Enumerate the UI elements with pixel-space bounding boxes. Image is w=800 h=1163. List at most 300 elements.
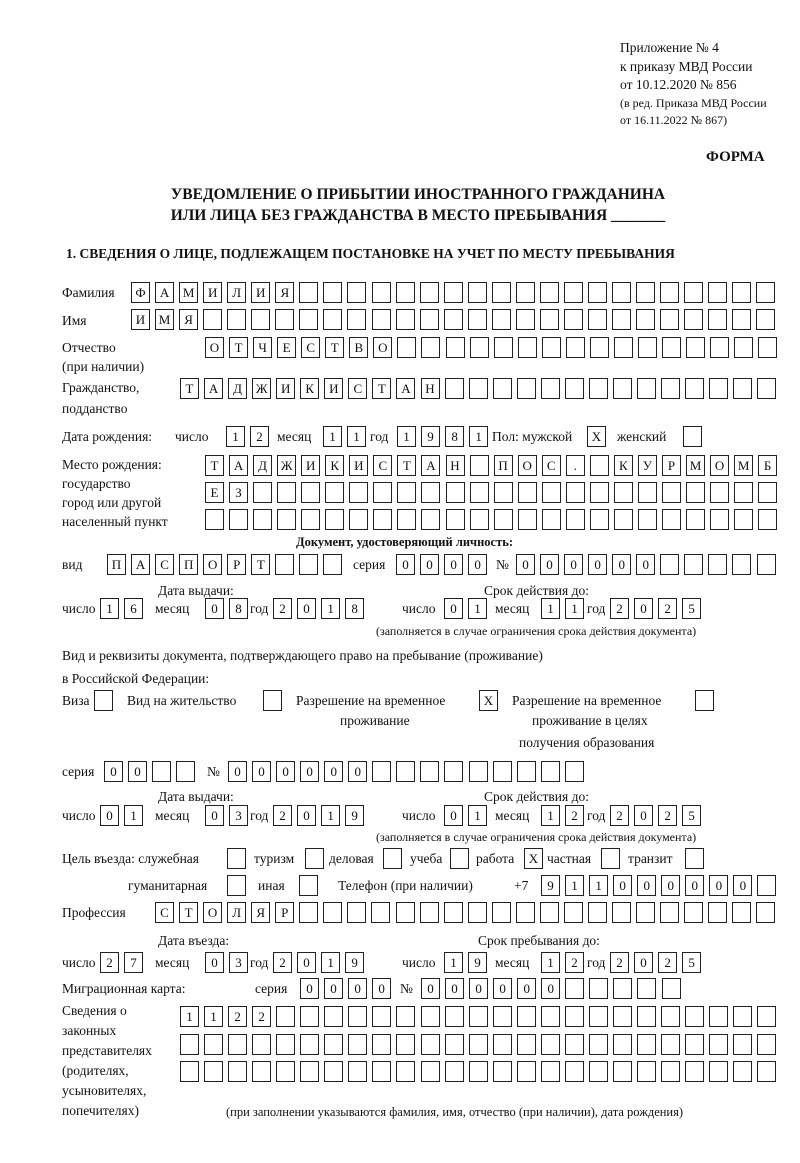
char-cell[interactable] (614, 482, 633, 503)
char-cell[interactable]: 0 (709, 875, 728, 896)
char-cell[interactable] (469, 761, 488, 782)
char-cell[interactable]: С (301, 337, 320, 358)
char-cell[interactable]: И (349, 455, 368, 476)
char-cell[interactable] (637, 1061, 656, 1082)
char-cell[interactable]: Я (179, 309, 198, 330)
char-cell[interactable] (445, 378, 464, 399)
char-cell[interactable] (469, 378, 488, 399)
char-cell[interactable]: 9 (421, 426, 440, 447)
char-cell[interactable]: 1 (397, 426, 416, 447)
char-cell[interactable] (205, 509, 224, 530)
char-cell[interactable]: А (229, 455, 248, 476)
char-cell[interactable] (710, 337, 729, 358)
char-cell[interactable] (637, 378, 656, 399)
char-cell[interactable]: 2 (273, 598, 292, 619)
char-cell[interactable] (589, 1006, 608, 1027)
char-cell[interactable] (733, 1034, 752, 1055)
char-cell[interactable] (709, 1034, 728, 1055)
char-cell[interactable]: Р (275, 902, 294, 923)
char-cell[interactable] (540, 309, 559, 330)
char-cell[interactable]: А (396, 378, 415, 399)
char-cell[interactable] (588, 282, 607, 303)
char-cell[interactable]: И (301, 455, 320, 476)
char-cell[interactable] (469, 1006, 488, 1027)
char-cell[interactable]: X (479, 690, 498, 711)
char-cell[interactable]: 2 (658, 805, 677, 826)
char-cell[interactable]: X (524, 848, 543, 869)
char-cell[interactable] (517, 1006, 536, 1027)
char-cell[interactable]: А (155, 282, 174, 303)
char-cell[interactable] (227, 848, 246, 869)
char-cell[interactable] (732, 902, 751, 923)
char-cell[interactable]: О (203, 554, 222, 575)
char-cell[interactable] (757, 1061, 776, 1082)
char-cell[interactable] (372, 282, 391, 303)
char-cell[interactable]: 1 (347, 426, 366, 447)
char-cell[interactable]: 0 (300, 761, 319, 782)
char-cell[interactable] (347, 902, 366, 923)
char-cell[interactable] (517, 1061, 536, 1082)
char-cell[interactable] (493, 1061, 512, 1082)
char-cell[interactable] (324, 1061, 343, 1082)
char-cell[interactable] (565, 978, 584, 999)
char-cell[interactable] (540, 282, 559, 303)
char-cell[interactable]: 1 (180, 1006, 199, 1027)
char-cell[interactable] (564, 309, 583, 330)
char-cell[interactable]: К (325, 455, 344, 476)
char-cell[interactable] (468, 309, 487, 330)
char-cell[interactable] (493, 761, 512, 782)
char-cell[interactable] (708, 902, 727, 923)
char-cell[interactable]: А (204, 378, 223, 399)
char-cell[interactable]: 0 (445, 978, 464, 999)
char-cell[interactable]: О (373, 337, 392, 358)
char-cell[interactable] (757, 378, 776, 399)
char-cell[interactable]: 2 (610, 598, 629, 619)
char-cell[interactable] (371, 902, 390, 923)
char-cell[interactable] (686, 337, 705, 358)
char-cell[interactable] (301, 482, 320, 503)
char-cell[interactable]: 5 (682, 598, 701, 619)
char-cell[interactable]: 2 (228, 1006, 247, 1027)
char-cell[interactable] (444, 761, 463, 782)
char-cell[interactable] (228, 1061, 247, 1082)
char-cell[interactable] (733, 1006, 752, 1027)
char-cell[interactable]: 0 (324, 761, 343, 782)
char-cell[interactable]: Н (446, 455, 465, 476)
char-cell[interactable]: Ж (252, 378, 271, 399)
char-cell[interactable] (300, 1006, 319, 1027)
char-cell[interactable]: 0 (516, 554, 535, 575)
char-cell[interactable] (396, 282, 415, 303)
char-cell[interactable] (300, 1034, 319, 1055)
char-cell[interactable] (734, 482, 753, 503)
char-cell[interactable] (275, 309, 294, 330)
char-cell[interactable]: 2 (658, 598, 677, 619)
char-cell[interactable] (396, 309, 415, 330)
char-cell[interactable]: С (348, 378, 367, 399)
char-cell[interactable] (588, 902, 607, 923)
char-cell[interactable]: 1 (321, 598, 340, 619)
char-cell[interactable] (445, 1034, 464, 1055)
char-cell[interactable] (372, 1034, 391, 1055)
char-cell[interactable]: Т (325, 337, 344, 358)
char-cell[interactable] (397, 337, 416, 358)
char-cell[interactable] (420, 309, 439, 330)
char-cell[interactable]: 0 (396, 554, 415, 575)
char-cell[interactable] (757, 1006, 776, 1027)
char-cell[interactable] (662, 337, 681, 358)
char-cell[interactable]: 3 (229, 805, 248, 826)
char-cell[interactable] (566, 509, 585, 530)
char-cell[interactable] (540, 902, 559, 923)
char-cell[interactable] (516, 902, 535, 923)
char-cell[interactable] (446, 509, 465, 530)
char-cell[interactable] (263, 690, 282, 711)
char-cell[interactable] (662, 482, 681, 503)
char-cell[interactable] (637, 1034, 656, 1055)
char-cell[interactable] (204, 1034, 223, 1055)
char-cell[interactable]: 6 (124, 598, 143, 619)
char-cell[interactable] (517, 761, 536, 782)
char-cell[interactable]: 1 (565, 598, 584, 619)
char-cell[interactable] (325, 482, 344, 503)
char-cell[interactable] (613, 378, 632, 399)
char-cell[interactable] (347, 309, 366, 330)
char-cell[interactable] (661, 1006, 680, 1027)
char-cell[interactable] (300, 1061, 319, 1082)
char-cell[interactable] (684, 554, 703, 575)
char-cell[interactable]: 0 (421, 978, 440, 999)
char-cell[interactable]: 2 (565, 805, 584, 826)
char-cell[interactable]: 1 (321, 805, 340, 826)
char-cell[interactable]: Т (229, 337, 248, 358)
char-cell[interactable]: 0 (613, 875, 632, 896)
char-cell[interactable] (588, 309, 607, 330)
char-cell[interactable]: 0 (634, 952, 653, 973)
char-cell[interactable]: И (251, 282, 270, 303)
char-cell[interactable]: Р (227, 554, 246, 575)
char-cell[interactable] (493, 378, 512, 399)
char-cell[interactable]: Р (662, 455, 681, 476)
char-cell[interactable] (661, 1061, 680, 1082)
char-cell[interactable] (492, 282, 511, 303)
char-cell[interactable] (733, 378, 752, 399)
char-cell[interactable] (420, 282, 439, 303)
char-cell[interactable] (396, 902, 415, 923)
char-cell[interactable]: 0 (634, 805, 653, 826)
char-cell[interactable] (542, 482, 561, 503)
char-cell[interactable] (662, 978, 681, 999)
char-cell[interactable]: О (518, 455, 537, 476)
char-cell[interactable]: И (276, 378, 295, 399)
char-cell[interactable] (252, 1061, 271, 1082)
char-cell[interactable]: 0 (517, 978, 536, 999)
char-cell[interactable]: С (155, 554, 174, 575)
char-cell[interactable]: Б (758, 455, 777, 476)
char-cell[interactable] (662, 509, 681, 530)
char-cell[interactable] (180, 1061, 199, 1082)
char-cell[interactable]: О (203, 902, 222, 923)
char-cell[interactable]: 0 (541, 978, 560, 999)
char-cell[interactable]: П (494, 455, 513, 476)
char-cell[interactable] (492, 309, 511, 330)
char-cell[interactable]: Н (421, 378, 440, 399)
char-cell[interactable] (275, 554, 294, 575)
char-cell[interactable]: Е (277, 337, 296, 358)
char-cell[interactable] (468, 282, 487, 303)
char-cell[interactable]: 0 (297, 805, 316, 826)
char-cell[interactable]: Т (179, 902, 198, 923)
char-cell[interactable] (323, 554, 342, 575)
char-cell[interactable] (732, 554, 751, 575)
char-cell[interactable]: 0 (612, 554, 631, 575)
char-cell[interactable]: Л (227, 902, 246, 923)
char-cell[interactable] (541, 761, 560, 782)
char-cell[interactable]: 1 (124, 805, 143, 826)
char-cell[interactable] (493, 1006, 512, 1027)
char-cell[interactable]: 2 (658, 952, 677, 973)
char-cell[interactable]: И (131, 309, 150, 330)
char-cell[interactable] (204, 1061, 223, 1082)
char-cell[interactable] (709, 378, 728, 399)
char-cell[interactable] (421, 1034, 440, 1055)
char-cell[interactable] (638, 337, 657, 358)
char-cell[interactable]: 1 (226, 426, 245, 447)
char-cell[interactable]: Л (227, 282, 246, 303)
char-cell[interactable] (638, 509, 657, 530)
char-cell[interactable] (421, 337, 440, 358)
char-cell[interactable]: 0 (104, 761, 123, 782)
char-cell[interactable]: Д (228, 378, 247, 399)
char-cell[interactable] (756, 282, 775, 303)
char-cell[interactable] (684, 902, 703, 923)
char-cell[interactable]: М (734, 455, 753, 476)
char-cell[interactable] (299, 282, 318, 303)
char-cell[interactable] (445, 1061, 464, 1082)
char-cell[interactable]: Т (251, 554, 270, 575)
char-cell[interactable]: 0 (205, 805, 224, 826)
char-cell[interactable] (397, 482, 416, 503)
char-cell[interactable]: 0 (733, 875, 752, 896)
char-cell[interactable] (686, 509, 705, 530)
char-cell[interactable] (494, 509, 513, 530)
char-cell[interactable]: 0 (324, 978, 343, 999)
char-cell[interactable] (695, 690, 714, 711)
char-cell[interactable]: 0 (205, 598, 224, 619)
char-cell[interactable] (421, 509, 440, 530)
char-cell[interactable] (661, 378, 680, 399)
char-cell[interactable]: 0 (468, 554, 487, 575)
char-cell[interactable]: 1 (444, 952, 463, 973)
char-cell[interactable] (613, 1034, 632, 1055)
char-cell[interactable] (757, 554, 776, 575)
char-cell[interactable] (372, 761, 391, 782)
char-cell[interactable] (396, 761, 415, 782)
char-cell[interactable]: 0 (634, 598, 653, 619)
char-cell[interactable] (660, 902, 679, 923)
char-cell[interactable] (444, 282, 463, 303)
char-cell[interactable]: Ф (131, 282, 150, 303)
char-cell[interactable] (637, 978, 656, 999)
char-cell[interactable] (660, 554, 679, 575)
char-cell[interactable]: 1 (469, 426, 488, 447)
char-cell[interactable] (516, 282, 535, 303)
char-cell[interactable] (450, 848, 469, 869)
char-cell[interactable] (396, 1006, 415, 1027)
char-cell[interactable] (349, 482, 368, 503)
char-cell[interactable] (590, 455, 609, 476)
char-cell[interactable] (566, 337, 585, 358)
char-cell[interactable] (372, 1006, 391, 1027)
char-cell[interactable]: К (300, 378, 319, 399)
char-cell[interactable] (758, 509, 777, 530)
char-cell[interactable] (685, 848, 704, 869)
char-cell[interactable] (518, 482, 537, 503)
char-cell[interactable] (253, 509, 272, 530)
char-cell[interactable] (299, 902, 318, 923)
char-cell[interactable] (589, 378, 608, 399)
char-cell[interactable]: 5 (682, 805, 701, 826)
char-cell[interactable] (276, 1061, 295, 1082)
char-cell[interactable]: 2 (252, 1006, 271, 1027)
char-cell[interactable] (564, 282, 583, 303)
char-cell[interactable] (470, 482, 489, 503)
char-cell[interactable]: 0 (661, 875, 680, 896)
char-cell[interactable]: 1 (589, 875, 608, 896)
char-cell[interactable] (228, 1034, 247, 1055)
char-cell[interactable] (757, 1034, 776, 1055)
char-cell[interactable]: 9 (468, 952, 487, 973)
char-cell[interactable]: 0 (128, 761, 147, 782)
char-cell[interactable] (589, 1061, 608, 1082)
char-cell[interactable] (349, 509, 368, 530)
char-cell[interactable] (494, 337, 513, 358)
char-cell[interactable] (445, 1006, 464, 1027)
char-cell[interactable] (420, 761, 439, 782)
char-cell[interactable] (372, 309, 391, 330)
char-cell[interactable]: 5 (682, 952, 701, 973)
char-cell[interactable] (420, 902, 439, 923)
char-cell[interactable] (565, 761, 584, 782)
char-cell[interactable] (565, 1006, 584, 1027)
char-cell[interactable] (589, 978, 608, 999)
char-cell[interactable] (612, 309, 631, 330)
char-cell[interactable] (758, 337, 777, 358)
char-cell[interactable] (637, 1006, 656, 1027)
char-cell[interactable]: А (421, 455, 440, 476)
char-cell[interactable] (732, 309, 751, 330)
char-cell[interactable]: 0 (444, 598, 463, 619)
char-cell[interactable] (565, 1034, 584, 1055)
char-cell[interactable] (252, 1034, 271, 1055)
char-cell[interactable] (277, 482, 296, 503)
char-cell[interactable] (468, 902, 487, 923)
char-cell[interactable] (757, 875, 776, 896)
char-cell[interactable]: Т (205, 455, 224, 476)
char-cell[interactable]: 0 (493, 978, 512, 999)
char-cell[interactable]: 0 (636, 554, 655, 575)
char-cell[interactable]: М (686, 455, 705, 476)
char-cell[interactable] (565, 378, 584, 399)
char-cell[interactable] (444, 902, 463, 923)
char-cell[interactable] (612, 282, 631, 303)
char-cell[interactable]: Д (253, 455, 272, 476)
char-cell[interactable]: У (638, 455, 657, 476)
char-cell[interactable] (227, 309, 246, 330)
char-cell[interactable] (470, 337, 489, 358)
char-cell[interactable] (518, 337, 537, 358)
char-cell[interactable] (470, 509, 489, 530)
char-cell[interactable] (734, 337, 753, 358)
char-cell[interactable] (203, 309, 222, 330)
char-cell[interactable] (685, 1034, 704, 1055)
char-cell[interactable]: 2 (610, 952, 629, 973)
char-cell[interactable] (709, 1061, 728, 1082)
char-cell[interactable]: 0 (564, 554, 583, 575)
char-cell[interactable]: Ч (253, 337, 272, 358)
char-cell[interactable] (227, 875, 246, 896)
char-cell[interactable] (589, 1034, 608, 1055)
char-cell[interactable] (421, 1061, 440, 1082)
char-cell[interactable] (518, 509, 537, 530)
char-cell[interactable] (493, 1034, 512, 1055)
char-cell[interactable]: 0 (444, 805, 463, 826)
char-cell[interactable] (566, 482, 585, 503)
char-cell[interactable]: . (566, 455, 585, 476)
char-cell[interactable] (299, 309, 318, 330)
char-cell[interactable]: В (349, 337, 368, 358)
char-cell[interactable]: М (155, 309, 174, 330)
char-cell[interactable]: А (131, 554, 150, 575)
char-cell[interactable]: 0 (348, 761, 367, 782)
char-cell[interactable] (253, 482, 272, 503)
char-cell[interactable]: 0 (228, 761, 247, 782)
char-cell[interactable] (601, 848, 620, 869)
char-cell[interactable]: 1 (323, 426, 342, 447)
char-cell[interactable] (708, 554, 727, 575)
char-cell[interactable] (383, 848, 402, 869)
char-cell[interactable] (373, 482, 392, 503)
char-cell[interactable]: 9 (345, 805, 364, 826)
char-cell[interactable] (685, 1061, 704, 1082)
char-cell[interactable] (683, 426, 702, 447)
char-cell[interactable] (636, 309, 655, 330)
char-cell[interactable]: П (107, 554, 126, 575)
char-cell[interactable] (446, 337, 465, 358)
char-cell[interactable]: 2 (100, 952, 119, 973)
char-cell[interactable] (397, 509, 416, 530)
char-cell[interactable]: 0 (297, 952, 316, 973)
char-cell[interactable] (347, 282, 366, 303)
char-cell[interactable]: 0 (588, 554, 607, 575)
char-cell[interactable]: Т (397, 455, 416, 476)
char-cell[interactable] (492, 902, 511, 923)
char-cell[interactable] (636, 902, 655, 923)
char-cell[interactable] (323, 902, 342, 923)
char-cell[interactable]: 8 (345, 598, 364, 619)
char-cell[interactable] (684, 309, 703, 330)
char-cell[interactable] (324, 1006, 343, 1027)
char-cell[interactable] (446, 482, 465, 503)
char-cell[interactable]: 1 (541, 805, 560, 826)
char-cell[interactable]: 9 (541, 875, 560, 896)
char-cell[interactable] (733, 1061, 752, 1082)
char-cell[interactable] (636, 282, 655, 303)
char-cell[interactable] (613, 1061, 632, 1082)
char-cell[interactable]: 7 (124, 952, 143, 973)
char-cell[interactable]: 1 (541, 598, 560, 619)
